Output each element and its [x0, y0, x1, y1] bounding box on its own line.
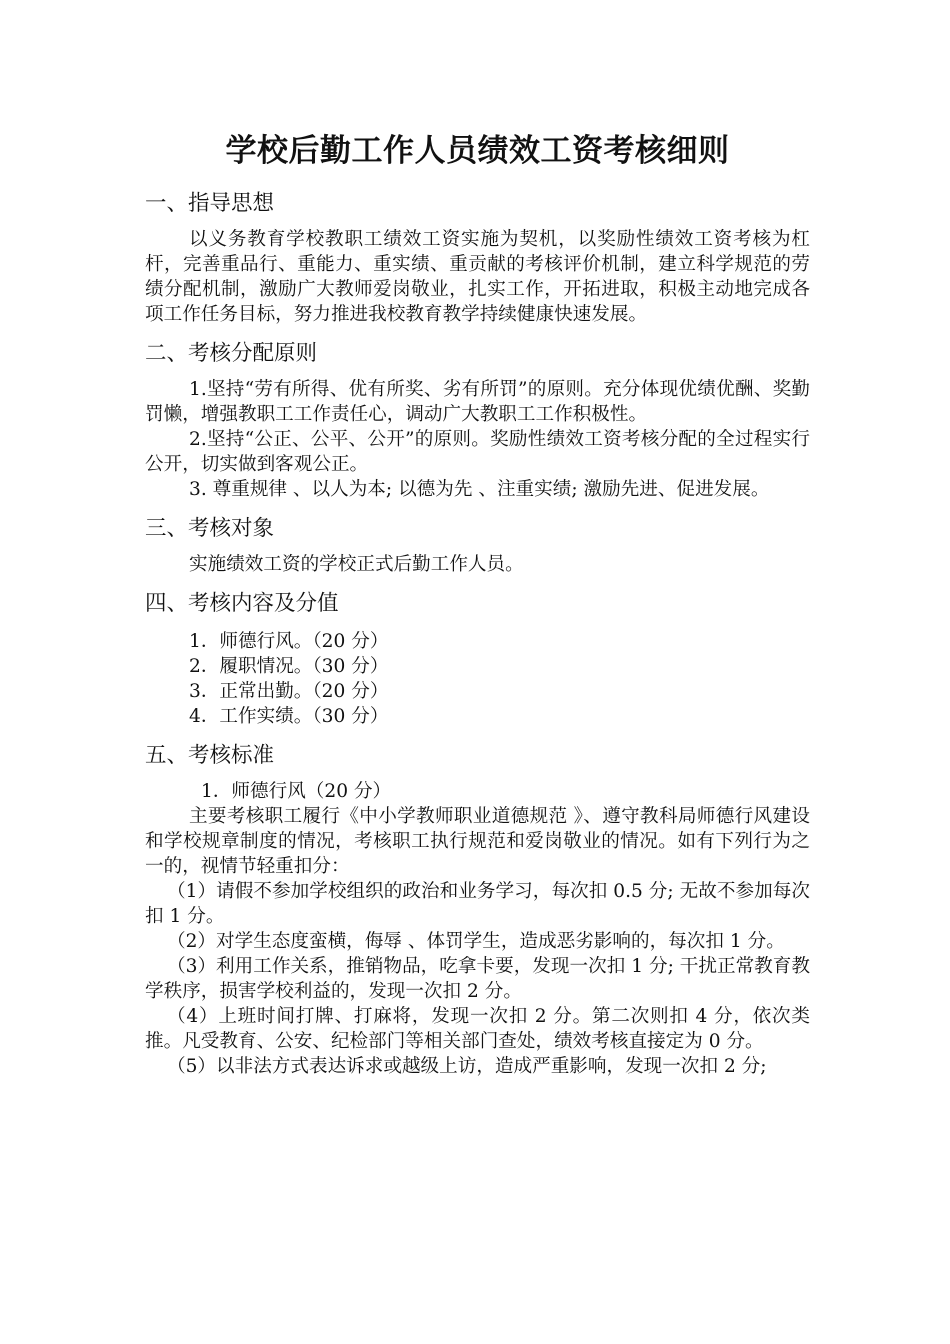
standards-intro-paragraph: 主要考核职工履行《中小学教师职业道德规范 》、遵守教科局师德行风建设和学校规章制度的情况，考核职工执行规范和爱岗敬业的情况。如有下列行为之一的，视情节轻重扣分： [145, 806, 810, 877]
targets-paragraph: 实施绩效工资的学校正式后勤工作人员。 [189, 554, 524, 575]
list-item: 4．工作实绩。（30 分） [189, 706, 389, 727]
rule-item: （3）利用工作关系，推销物品，吃拿卡要，发现一次扣 1 分; 干扰正常教育教学秩序，损害学校利益的，发现一次扣 2 分。 [145, 956, 810, 1002]
principle-paragraph-3: 3. 尊重规律 、以人为本; 以德为先 、注重实绩; 激励先进、促进发展。 [189, 479, 770, 500]
document-page [145, 125, 810, 1079]
section-heading-principles: 二、考核分配原则 [145, 341, 318, 366]
section-heading-guiding-ideology: 一、指导思想 [145, 191, 275, 216]
principle-paragraph-2: 2.坚持“公正、公平、公开”的原则。奖励性绩效工资考核分配的全过程实行公开，切实做到客观公正。 [145, 429, 810, 475]
principle-paragraph-1: 1.坚持“劳有所得、优有所奖、劣有所罚”的原则。充分体现优绩优酬、奖勤罚懒，增强教职工工作责任心，调动广大教职工工作积极性。 [145, 379, 810, 425]
list-item: 1．师德行风。（20 分） [189, 631, 389, 652]
document-title: 学校后勤工作人员绩效工资考核细则 [225, 133, 730, 169]
list-item: 2．履职情况。（30 分） [189, 656, 389, 677]
rule-item: （2）对学生态度蛮横，侮辱 、体罚学生，造成恶劣影响的，每次扣 1 分。 [167, 931, 785, 952]
guiding-ideology-paragraph: 以义务教育学校教职工绩效工资实施为契机，以奖励性绩效工资考核为杠杆，完善重品行、重能力、重实绩、重贡献的考核评价机制，建立科学规范的劳绩分配机制，激励广大教师爱岗敬业，扎实工作，开拓进取，积极主动地完成各项工作任务目标，努力推进我校教育教学持续健康快速发展。 [145, 229, 810, 325]
section-heading-targets: 三、考核对象 [145, 516, 275, 541]
rule-item: （5）以非法方式表达诉求或越级上访，造成严重影响，发现一次扣 2 分; [167, 1056, 767, 1077]
section-heading-standards: 五、考核标准 [145, 743, 275, 768]
standards-subheading: 1．师德行风（20 分） [201, 781, 392, 802]
rule-item: （1）请假不参加学校组织的政治和业务学习，每次扣 0.5 分; 无故不参加每次扣 1 分。 [145, 881, 810, 927]
rule-item: （4）上班时间打牌、打麻将，发现一次扣 2 分。第二次则扣 4 分，依次类推。凡受教育、公安、纪检部门等相关部门查处，绩效考核直接定为 0 分。 [145, 1006, 810, 1052]
section-heading-content-scores: 四、考核内容及分值 [145, 591, 339, 616]
list-item: 3．正常出勤。（20 分） [189, 681, 389, 702]
